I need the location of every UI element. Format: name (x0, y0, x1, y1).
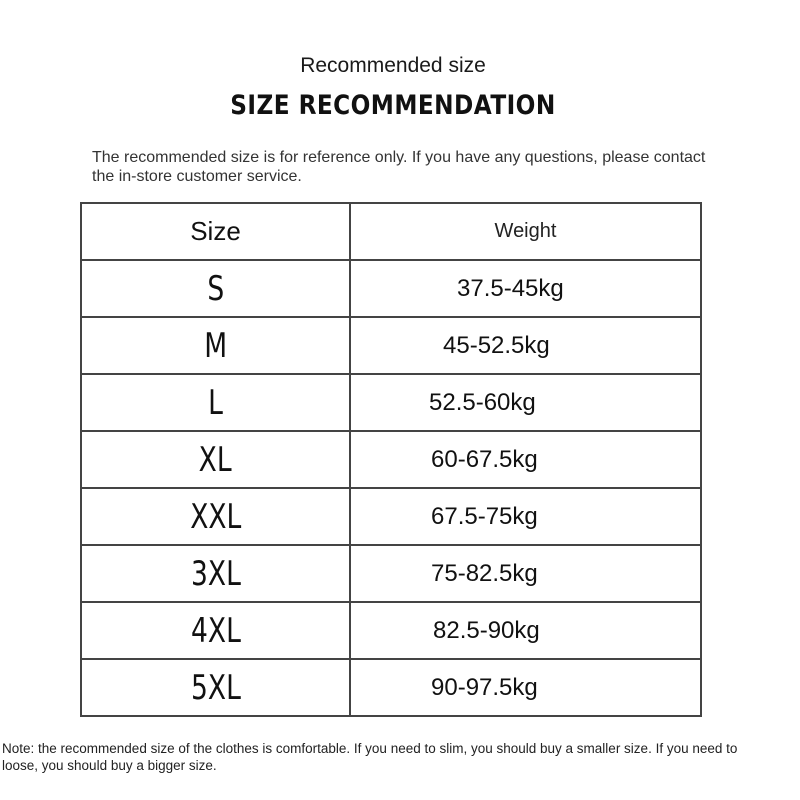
weight-value: 37.5-45kg (457, 274, 564, 302)
table-row (81, 431, 701, 488)
size-value: 3XL (190, 553, 241, 594)
table-header-row (81, 203, 701, 260)
table-row (81, 488, 701, 545)
size-cell (81, 659, 350, 716)
table-row (81, 602, 701, 659)
table-row (81, 374, 701, 431)
weight-cell (350, 431, 701, 488)
size-value: L (208, 382, 223, 423)
page-subtitle: Recommended size (300, 54, 486, 77)
size-value: 5XL (190, 667, 241, 708)
footnote: Note: the recommended size of the clothes is comfortable. If you need to slim, you should buy a smaller size. If you need to loose, you should buy a bigger size. (2, 741, 738, 773)
size-cell (81, 602, 350, 659)
weight-cell (350, 260, 701, 317)
size-value: 4XL (190, 610, 241, 651)
weight-value: 60-67.5kg (431, 445, 538, 473)
size-cell (81, 374, 350, 431)
table-row (81, 659, 701, 716)
column-header-weight: Weight (350, 203, 701, 260)
weight-value: 52.5-60kg (429, 388, 536, 416)
size-chart-table (80, 202, 702, 717)
weight-value: 75-82.5kg (431, 559, 538, 587)
weight-cell (350, 602, 701, 659)
weight-cell (350, 659, 701, 716)
weight-cell (350, 317, 701, 374)
size-cell (81, 431, 350, 488)
size-cell (81, 545, 350, 602)
size-value: XXL (189, 496, 242, 537)
table-row (81, 317, 701, 374)
weight-value: 90-97.5kg (431, 673, 538, 701)
table-row (81, 260, 701, 317)
size-cell (81, 260, 350, 317)
size-cell (81, 488, 350, 545)
weight-cell (350, 488, 701, 545)
size-value: M (204, 325, 227, 366)
size-value: XL (199, 439, 232, 480)
column-header-size: Size (81, 203, 350, 260)
size-cell (81, 317, 350, 374)
table-row (81, 545, 701, 602)
size-value: S (207, 268, 224, 309)
weight-cell (350, 374, 701, 431)
intro-text: The recommended size is for reference only. If you have any questions, please contact the in-store customer service. (92, 149, 706, 185)
weight-cell (350, 545, 701, 602)
page-title: SIZE RECOMMENDATION (230, 90, 556, 121)
weight-value: 82.5-90kg (433, 616, 540, 644)
weight-value: 67.5-75kg (431, 502, 538, 530)
weight-value: 45-52.5kg (443, 331, 550, 359)
